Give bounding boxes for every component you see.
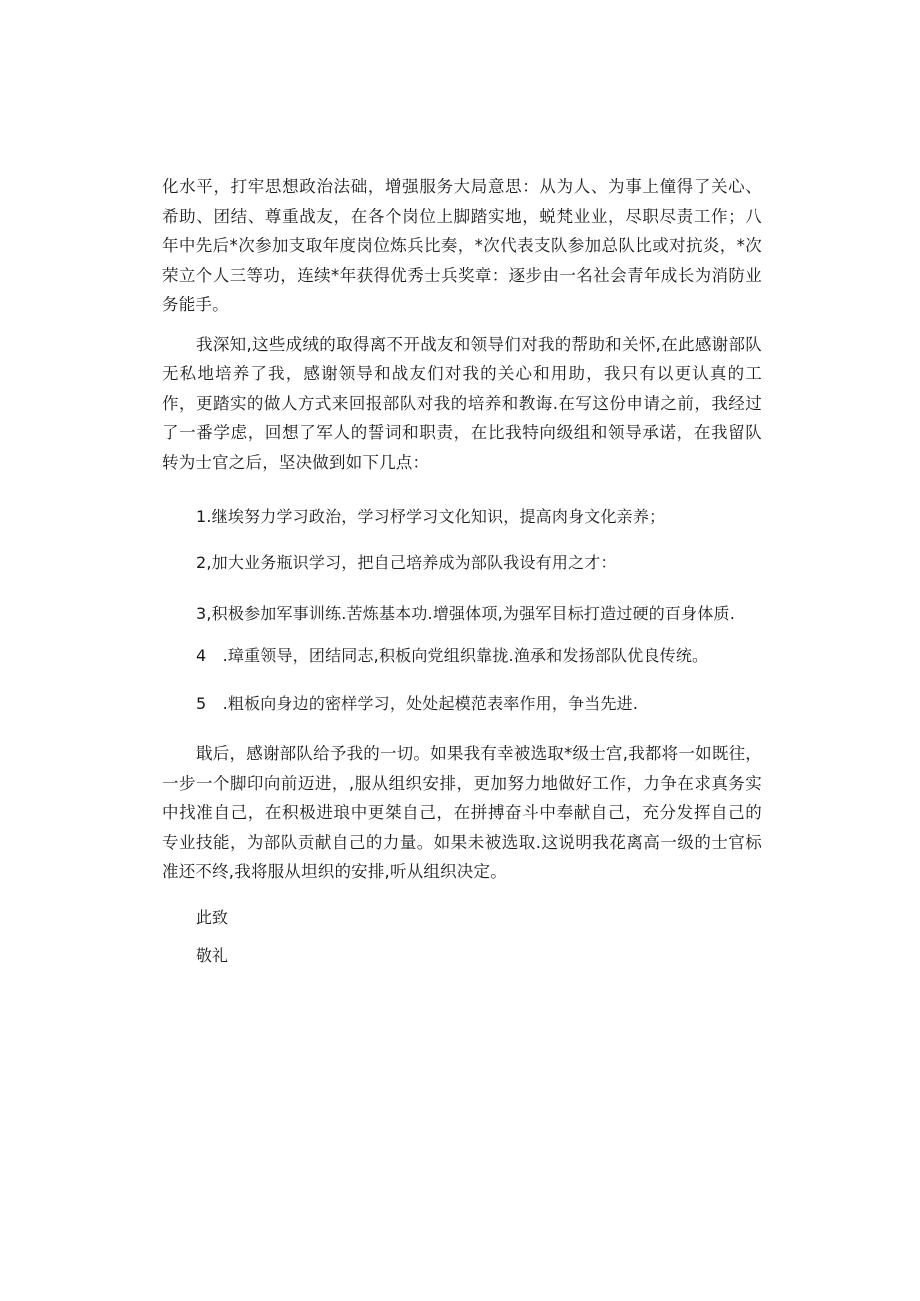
list-item-3: 3,积极参加军事训练.苦炼基本功.增强体项,为强军目标打造过硬的百身体质. — [196, 604, 736, 623]
closing-salutation: 此致 — [196, 907, 229, 927]
document-body — [162, 172, 762, 968]
paragraph-achievements: 化水平，打牢思想政治法础，增强服务大局意思：从为人、为事上僮得了关心、希助、团结、尊重战友，在各个岗位上脚踏实地，蜕梵业业，尽职尽责工作；八年中先后*次参加支取年度岗位炼兵比奏，*次代表支队参加总队比或对抗炎，*次荣立个人三等功，连续*年获得优秀士兵奖章：逐步由一名社会青年成长为消防业务能手。 — [162, 177, 762, 314]
list-item-5: 5 .粗板向身边的密样学习，处处起模范表率作用，争当先进. — [196, 694, 639, 713]
paragraph-conclusion: 戢后，感谢部队给予我的一切。如果我有幸被选取*级士宫,我都将一如既往，一步一个脚印向前迈进，,服从组织安排，更加努力地做好工作，力争在求真务实中找准自己，在积极进琅中更桀自己，在拼搏奋斗中奉献自己，充分发挥自己的专业技能，为部队贡献自己的力量。如果未被选取.这说明我花离高一级的士官标准还不终,我将服从坦织的安排,听从组织决定。 — [162, 744, 762, 881]
list-item-2: 2,加大业务瓶识学习，把自己培养成为部队我设有用之才： — [196, 553, 617, 572]
paragraph-gratitude: 我深知,这些成绒的取得离不开战友和领导们对我的帮助和关怀,在此感谢部队无私地培养了我，感谢领导和战友们对我的关心和用助，我只有以更认真的工作，更踏实的做人方式来回报部队对我的培养和教诲.在写这份申请之前，我经过了一番学虑，回想了军人的誓词和职责，在比我特向级组和领导承诺，在我留队转为士官之后，坚决做到如下几点： — [162, 334, 762, 472]
closing-regards: 敬礼 — [196, 945, 229, 965]
list-item-1: 1.继埃努力学习政治，学习杼学习文化知识，提高肉身文化亲养； — [196, 507, 666, 526]
list-item-4: 4 .璋重领导，团结同志,积板向党组织靠拢.渔承和发扬部队优良传统。 — [196, 646, 709, 665]
